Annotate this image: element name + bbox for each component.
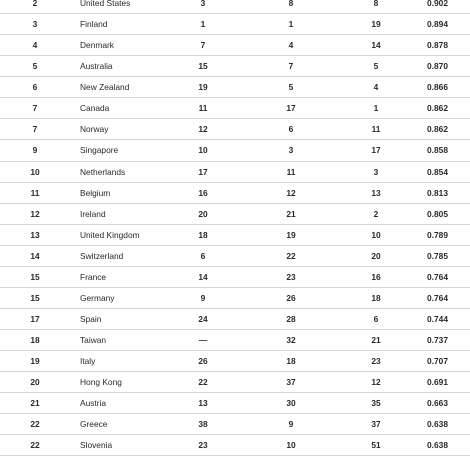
table-row	[0, 351, 470, 372]
rank-cell: 18	[30, 335, 40, 345]
score-value: 0.707	[427, 356, 448, 367]
indicator-2-rank: 10	[286, 440, 296, 451]
score-value: 0.870	[427, 61, 448, 72]
indicator-3-rank: 51	[371, 440, 381, 451]
indicator-3-rank: 11	[371, 124, 381, 135]
indicator-3-rank: 1	[373, 103, 379, 114]
country-name: Norway	[80, 124, 109, 135]
indicator-3-rank: 16	[371, 271, 381, 282]
country-name: Slovenia	[80, 440, 113, 451]
indicator-3-rank: 3	[373, 166, 379, 177]
table-row	[0, 288, 470, 309]
indicator-1-rank: 16	[198, 187, 208, 198]
table-row	[0, 162, 470, 183]
indicator-2-rank: 17	[286, 103, 296, 114]
country-name: Hong Kong	[80, 377, 122, 388]
country-name: Spain	[80, 313, 102, 324]
indicator-3-rank: 13	[371, 187, 381, 198]
rank-cell: 19	[30, 356, 40, 367]
score-value: 0.638	[427, 419, 448, 430]
rank-cell: 15	[30, 292, 40, 303]
country-name: Netherlands	[80, 166, 126, 177]
indicator-1-rank: 1	[200, 19, 206, 30]
indicator-3-rank: 14	[371, 40, 381, 51]
table-row	[0, 435, 470, 456]
indicator-2-rank: 26	[286, 292, 296, 303]
indicator-2-rank: 1	[288, 19, 294, 30]
table-row	[0, 77, 470, 98]
indicator-2-rank: 9	[288, 419, 294, 430]
country-name: United Kingdom	[80, 229, 140, 240]
table-row	[0, 414, 470, 435]
table-row	[0, 98, 470, 119]
indicator-3-rank: 6	[373, 313, 379, 324]
rank-cell: 3	[32, 19, 38, 30]
score-value: 0.862	[427, 103, 448, 114]
indicator-3-rank: 19	[371, 19, 381, 30]
country-name: United States	[80, 0, 131, 8]
indicator-1-rank: 22	[198, 377, 208, 388]
country-name: Denmark	[80, 40, 114, 51]
country-name: Canada	[80, 103, 110, 114]
indicator-2-rank: 28	[286, 313, 296, 324]
indicator-1-rank: 38	[198, 419, 208, 430]
table-row	[0, 309, 470, 330]
score-value: 0.691	[427, 377, 448, 388]
indicator-3-rank: 35	[371, 398, 381, 409]
indicator-1-rank: 11	[198, 103, 208, 114]
rank-cell: 22	[30, 440, 40, 451]
country-name: Finland	[80, 19, 108, 30]
indicator-1-rank: 15	[198, 61, 208, 72]
score-value: 0.789	[427, 229, 448, 240]
table-row	[0, 372, 470, 393]
table-row	[0, 183, 470, 204]
indicator-3-rank: 2	[373, 208, 379, 219]
indicator-1-rank: 12	[198, 124, 208, 135]
score-value: 0.805	[427, 208, 448, 219]
score-value: 0.737	[427, 335, 448, 345]
indicator-1-rank: 9	[200, 292, 206, 303]
score-value: 0.878	[427, 40, 448, 51]
rank-cell: 5	[32, 61, 38, 72]
rank-cell: 12	[30, 208, 40, 219]
score-value: 0.785	[427, 250, 448, 261]
indicator-1-rank: 7	[200, 40, 206, 51]
rank-cell: 22	[30, 419, 40, 430]
indicator-2-rank: 19	[286, 229, 296, 240]
table-row	[0, 330, 470, 351]
table-row	[0, 393, 470, 414]
indicator-3-rank: 20	[371, 250, 381, 261]
score-value: 0.744	[427, 313, 448, 324]
rank-cell: 2	[32, 0, 38, 8]
score-value: 0.894	[427, 19, 448, 30]
score-value: 0.858	[427, 145, 448, 156]
rank-cell: 17	[30, 313, 40, 324]
table-row	[0, 35, 470, 56]
score-value: 0.764	[427, 292, 448, 303]
indicator-2-rank: 21	[286, 208, 296, 219]
score-value: 0.854	[427, 166, 448, 177]
indicator-1-rank: 18	[198, 229, 208, 240]
indicator-2-rank: 18	[286, 356, 296, 367]
country-name: Belgium	[80, 187, 111, 198]
country-name: Switzerland	[80, 250, 124, 261]
indicator-3-rank: 17	[371, 145, 381, 156]
indicator-3-rank: 10	[371, 229, 381, 240]
score-value: 0.764	[427, 271, 448, 282]
indicator-3-rank: 23	[371, 356, 381, 367]
indicator-1-rank: —	[198, 335, 208, 345]
indicator-2-rank: 12	[286, 187, 296, 198]
indicator-1-rank: 17	[198, 166, 208, 177]
rank-cell: 7	[32, 124, 38, 135]
country-name: Italy	[80, 356, 96, 367]
country-name: France	[80, 271, 107, 282]
table-row	[0, 56, 470, 77]
rank-cell: 7	[32, 103, 38, 114]
indicator-1-rank: 24	[198, 313, 208, 324]
indicator-2-rank: 5	[288, 82, 294, 93]
indicator-1-rank: 19	[198, 82, 208, 93]
rank-cell: 4	[32, 40, 38, 51]
rank-cell: 10	[30, 166, 40, 177]
indicator-1-rank: 14	[198, 271, 208, 282]
country-name: New Zealand	[80, 82, 130, 93]
indicator-2-rank: 3	[288, 145, 294, 156]
indicator-3-rank: 5	[373, 61, 379, 72]
country-name: Greece	[80, 419, 108, 430]
indicator-2-rank: 4	[288, 40, 294, 51]
score-value: 0.663	[427, 398, 448, 409]
table-row	[0, 0, 470, 14]
table-row	[0, 246, 470, 267]
indicator-1-rank: 23	[198, 440, 208, 451]
rank-cell: 6	[32, 82, 38, 93]
indicator-2-rank: 32	[286, 335, 296, 345]
table-row	[0, 119, 470, 140]
rank-cell: 21	[30, 398, 40, 409]
table-row	[0, 225, 470, 246]
indicator-3-rank: 37	[371, 419, 381, 430]
indicator-1-rank: 26	[198, 356, 208, 367]
rank-cell: 13	[30, 229, 40, 240]
score-value: 0.638	[427, 440, 448, 451]
indicator-2-rank: 30	[286, 398, 296, 409]
country-name: Singapore	[80, 145, 119, 156]
table-row	[0, 267, 470, 288]
rank-cell: 14	[30, 250, 40, 261]
indicator-1-rank: 20	[198, 208, 208, 219]
indicator-3-rank: 4	[373, 82, 379, 93]
indicator-2-rank: 22	[286, 250, 296, 261]
score-value: 0.813	[427, 187, 448, 198]
indicator-2-rank: 37	[286, 377, 296, 388]
country-name: Australia	[80, 61, 113, 72]
rank-cell: 15	[30, 271, 40, 282]
score-value: 0.862	[427, 124, 448, 135]
indicator-2-rank: 11	[286, 166, 296, 177]
indicator-3-rank: 8	[373, 0, 379, 8]
indicator-1-rank: 3	[200, 0, 206, 8]
indicator-1-rank: 10	[198, 145, 208, 156]
indicator-2-rank: 23	[286, 271, 296, 282]
rank-cell: 9	[32, 145, 38, 156]
score-value: 0.902	[427, 0, 448, 8]
indicator-1-rank: 6	[200, 250, 206, 261]
rank-cell: 20	[30, 377, 40, 388]
indicator-3-rank: 18	[371, 292, 381, 303]
indicator-3-rank: 21	[371, 335, 381, 345]
rank-cell: 11	[30, 187, 40, 198]
indicator-3-rank: 12	[371, 377, 381, 388]
country-name: Austria	[80, 398, 107, 409]
indicator-2-rank: 7	[288, 61, 294, 72]
table-row	[0, 204, 470, 225]
indicator-2-rank: 6	[288, 124, 294, 135]
indicator-2-rank: 8	[288, 0, 294, 8]
country-name: Germany	[80, 292, 115, 303]
score-value: 0.866	[427, 82, 448, 93]
table-row	[0, 14, 470, 35]
table-row	[0, 140, 470, 161]
country-name: Ireland	[80, 208, 106, 219]
indicator-1-rank: 13	[198, 398, 208, 409]
country-name: Taiwan	[80, 335, 107, 345]
